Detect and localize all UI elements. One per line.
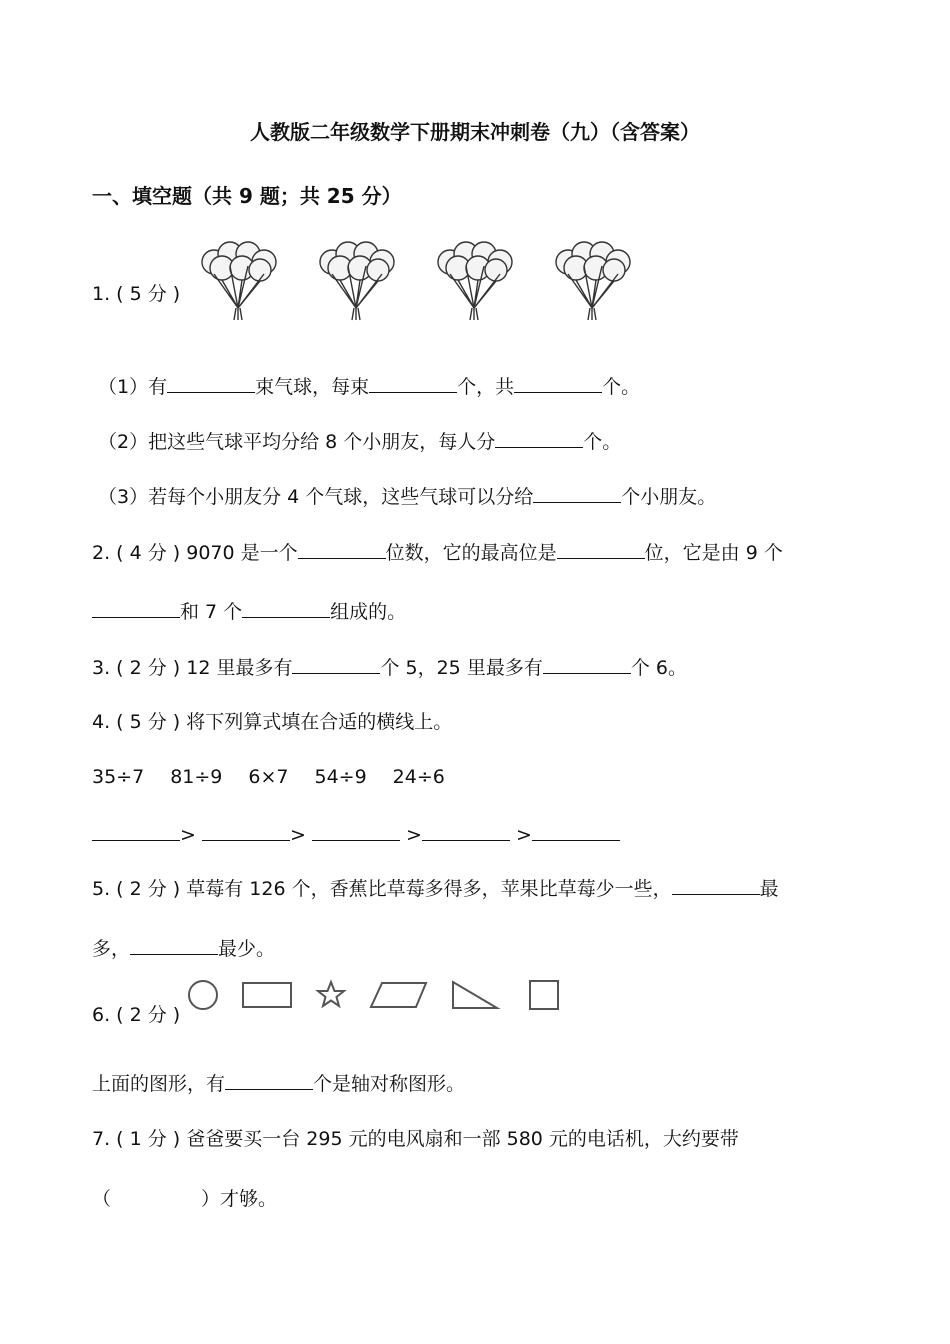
- expression: 54÷9: [314, 766, 367, 788]
- q2-line2: 和 7 个 组成的。: [92, 599, 406, 624]
- page-title: 人教版二年级数学下册期末冲刺卷（九）（含答案）: [250, 120, 700, 144]
- answer-blank[interactable]: [167, 374, 255, 393]
- answer-blank[interactable]: [202, 822, 290, 841]
- q4-expressions: [92, 765, 471, 789]
- expression: 6×7: [248, 766, 289, 788]
- answer-blank[interactable]: [543, 655, 631, 674]
- answer-blank[interactable]: [672, 876, 760, 895]
- answer-blank[interactable]: [242, 599, 330, 618]
- answer-blank[interactable]: [369, 374, 457, 393]
- q4-line: 4. ( 5 分 ) 将下列算式填在合适的横线上。: [92, 711, 453, 733]
- q6-head: 6. ( 2 分 ): [92, 1004, 181, 1026]
- circle-shape-icon: [189, 981, 217, 1009]
- parallelogram-shape-icon: [371, 983, 426, 1007]
- answer-blank[interactable]: [557, 540, 645, 559]
- answer-blank[interactable]: [92, 599, 180, 618]
- q1-part2: （2）把这些气球平均分给 8 个小朋友，每人分 个。: [98, 431, 622, 453]
- answer-blank[interactable]: [514, 374, 602, 393]
- answer-blank[interactable]: [298, 540, 386, 559]
- answer-blank[interactable]: [312, 822, 400, 841]
- rectangle-shape-icon: [243, 983, 291, 1007]
- q4-order-blanks: > > > >: [92, 822, 620, 847]
- answer-blank[interactable]: [532, 822, 620, 841]
- q7-line1: 7. ( 1 分 ) 爸爸要买一台 295 元的电风扇和一部 580 元的电话机，大约要带: [92, 1128, 739, 1150]
- answer-blank[interactable]: [92, 822, 180, 841]
- triangle-shape-icon: [453, 982, 497, 1008]
- q5-line2: 多， 最少。: [92, 938, 276, 960]
- balloon-bunch-icon: [202, 242, 630, 320]
- section-heading: 一、填空题（共 9 题；共 25 分）: [92, 184, 402, 208]
- q7-line2: （ ）才够。: [92, 1188, 278, 1210]
- answer-blank[interactable]: [495, 429, 583, 448]
- answer-blank[interactable]: [130, 936, 218, 955]
- q1-part1: （1）有 束气球，每束 个，共 个。: [98, 376, 641, 398]
- q2-line1: 2. ( 4 分 ) 9070 是一个 位数，它的最高位是 位，它是由 9 个: [92, 542, 783, 564]
- answer-blank[interactable]: [422, 822, 510, 841]
- answer-blank[interactable]: [533, 484, 621, 503]
- q6-line: 上面的图形，有 个是轴对称图形。: [92, 1073, 466, 1095]
- shapes-image: [185, 978, 565, 1018]
- q1-head: 1. ( 5 分 ): [92, 283, 181, 305]
- expression: 24÷6: [392, 766, 445, 788]
- star-shape-icon: [318, 982, 344, 1006]
- answer-blank[interactable]: [225, 1071, 313, 1090]
- q3-line: 3. ( 2 分 ) 12 里最多有 个 5，25 里最多有 个 6。: [92, 657, 687, 679]
- expression: 35÷7: [92, 766, 145, 788]
- balloons-image: [190, 236, 650, 326]
- square-shape-icon: [530, 981, 558, 1009]
- answer-blank[interactable]: [292, 655, 380, 674]
- expression: 81÷9: [170, 766, 223, 788]
- q1-part3: （3）若每个小朋友分 4 个气球，这些气球可以分给 个小朋友。: [98, 486, 717, 508]
- q5-line1: 5. ( 2 分 ) 草莓有 126 个，香蕉比草莓多得多，苹果比草莓少一些， 最: [92, 878, 779, 900]
